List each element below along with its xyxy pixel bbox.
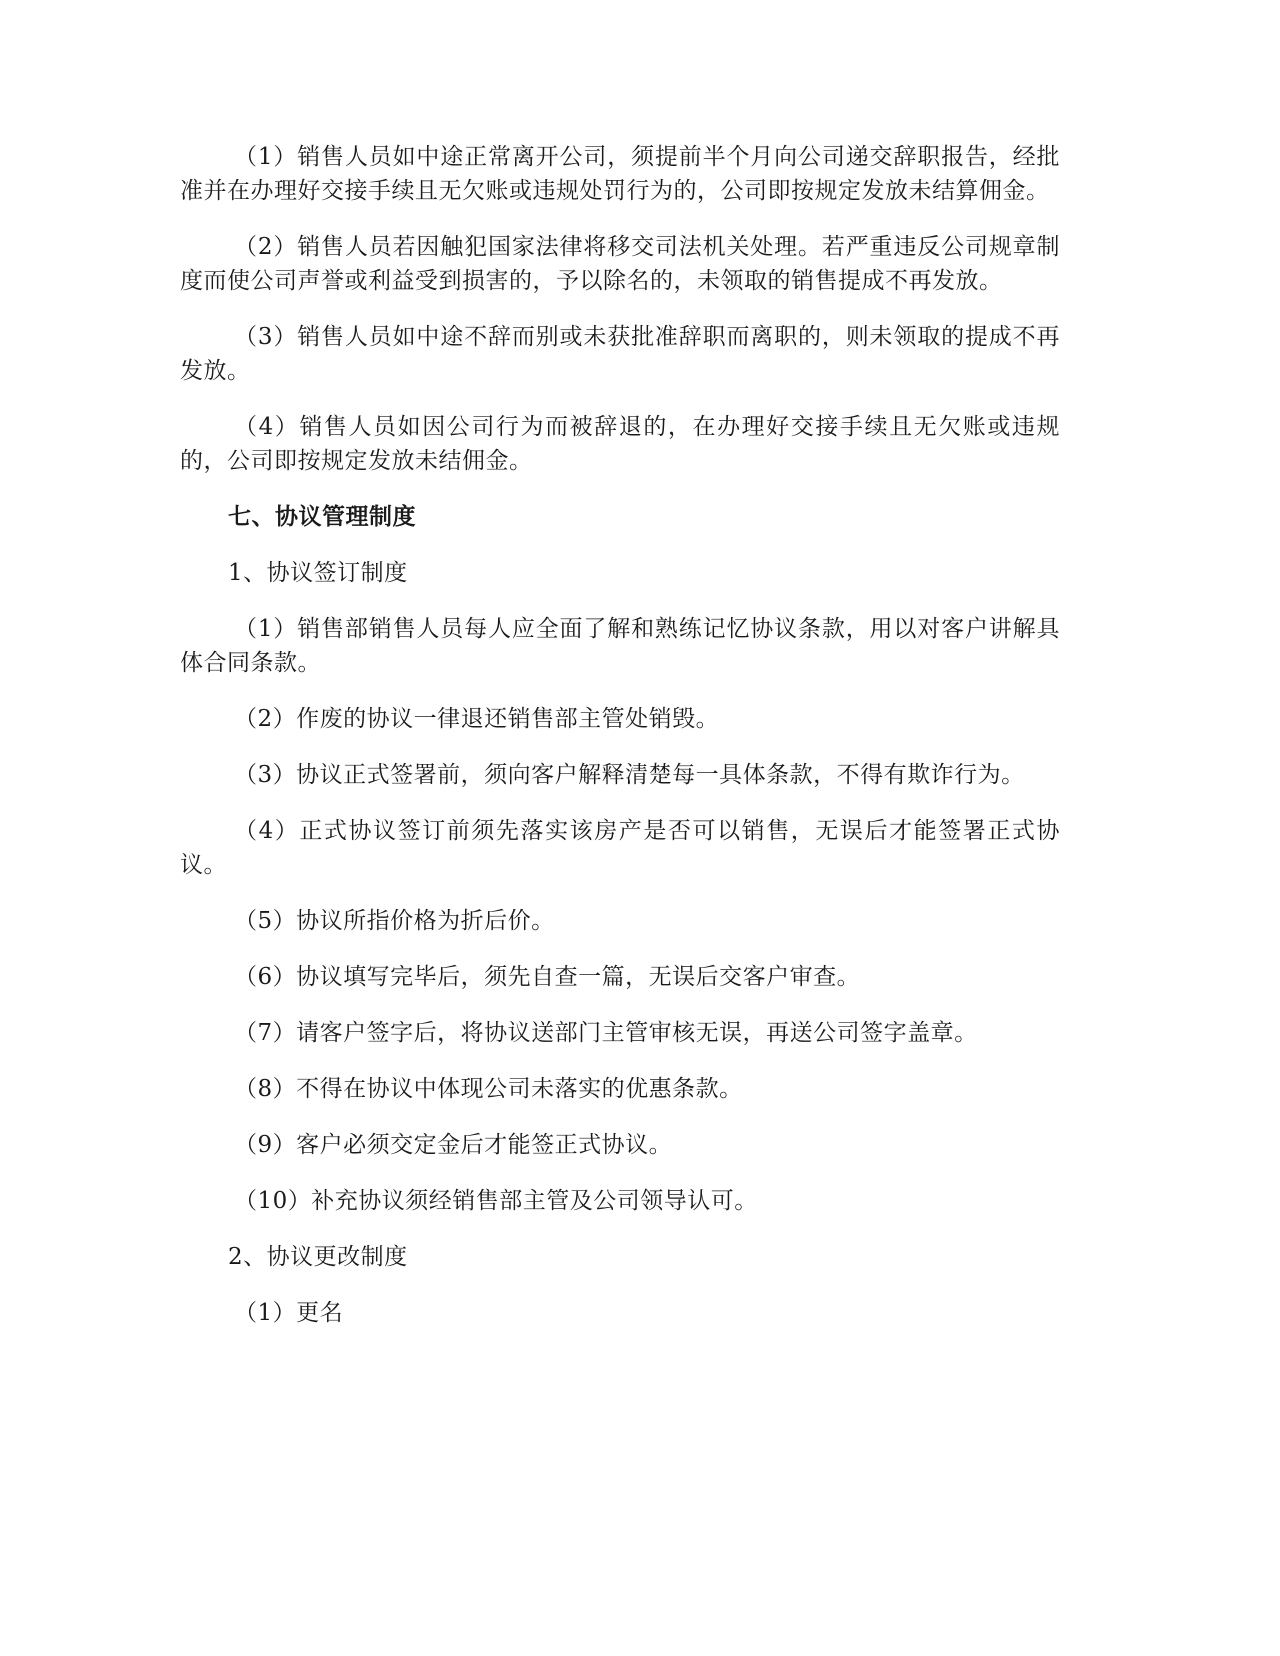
change-item: （1）更名: [234, 1300, 344, 1326]
signing-item: （9）客户必须交定金后才能签正式协议。: [234, 1132, 673, 1158]
signing-item: （4）正式协议签订前须先落实该房产是否可以销售，无误后才能签署正式协议。: [180, 818, 1060, 878]
signing-item: （3）协议正式签署前，须向客户解释清楚每一具体条款，不得有欺诈行为。: [234, 762, 1025, 788]
signing-item: （10）补充协议须经销售部主管及公司领导认可。: [234, 1188, 758, 1214]
signing-item: （1）销售部销售人员每人应全面了解和熟练记忆协议条款，用以对客户讲解具体合同条款。: [180, 616, 1060, 676]
paragraph-resignation-2: （2）销售人员若因触犯国家法律将移交司法机关处理。若严重违反公司规章制度而使公司声誉或利益受到损害的，予以除名的，未领取的销售提成不再发放。: [180, 234, 1060, 294]
section-heading: 七、协议管理制度: [228, 503, 416, 530]
document-page: [180, 140, 1060, 1352]
signing-item: （2）作废的协议一律退还销售部主管处销毁。: [234, 706, 720, 732]
signing-item: （5）协议所指价格为折后价。: [234, 908, 555, 934]
subsection-heading-signing: 1、协议签订制度: [228, 560, 408, 586]
paragraph-resignation-4: （4）销售人员如因公司行为而被辞退的，在办理好交接手续且无欠账或违规的，公司即按规定发放未结佣金。: [180, 414, 1060, 474]
signing-item: （8）不得在协议中体现公司未落实的优惠条款。: [234, 1076, 743, 1102]
signing-item: （7）请客户签字后，将协议送部门主管审核无误，再送公司签字盖章。: [234, 1020, 978, 1046]
signing-item: （6）协议填写完毕后，须先自查一篇，无误后交客户审查。: [234, 964, 861, 990]
subsection-heading-change: 2、协议更改制度: [228, 1244, 408, 1270]
paragraph-resignation-3: （3）销售人员如中途不辞而别或未获批准辞职而离职的，则未领取的提成不再发放。: [180, 324, 1060, 384]
paragraph-resignation-1: （1）销售人员如中途正常离开公司，须提前半个月向公司递交辞职报告，经批准并在办理好交接手续且无欠账或违规处罚行为的，公司即按规定发放未结算佣金。: [180, 144, 1060, 204]
